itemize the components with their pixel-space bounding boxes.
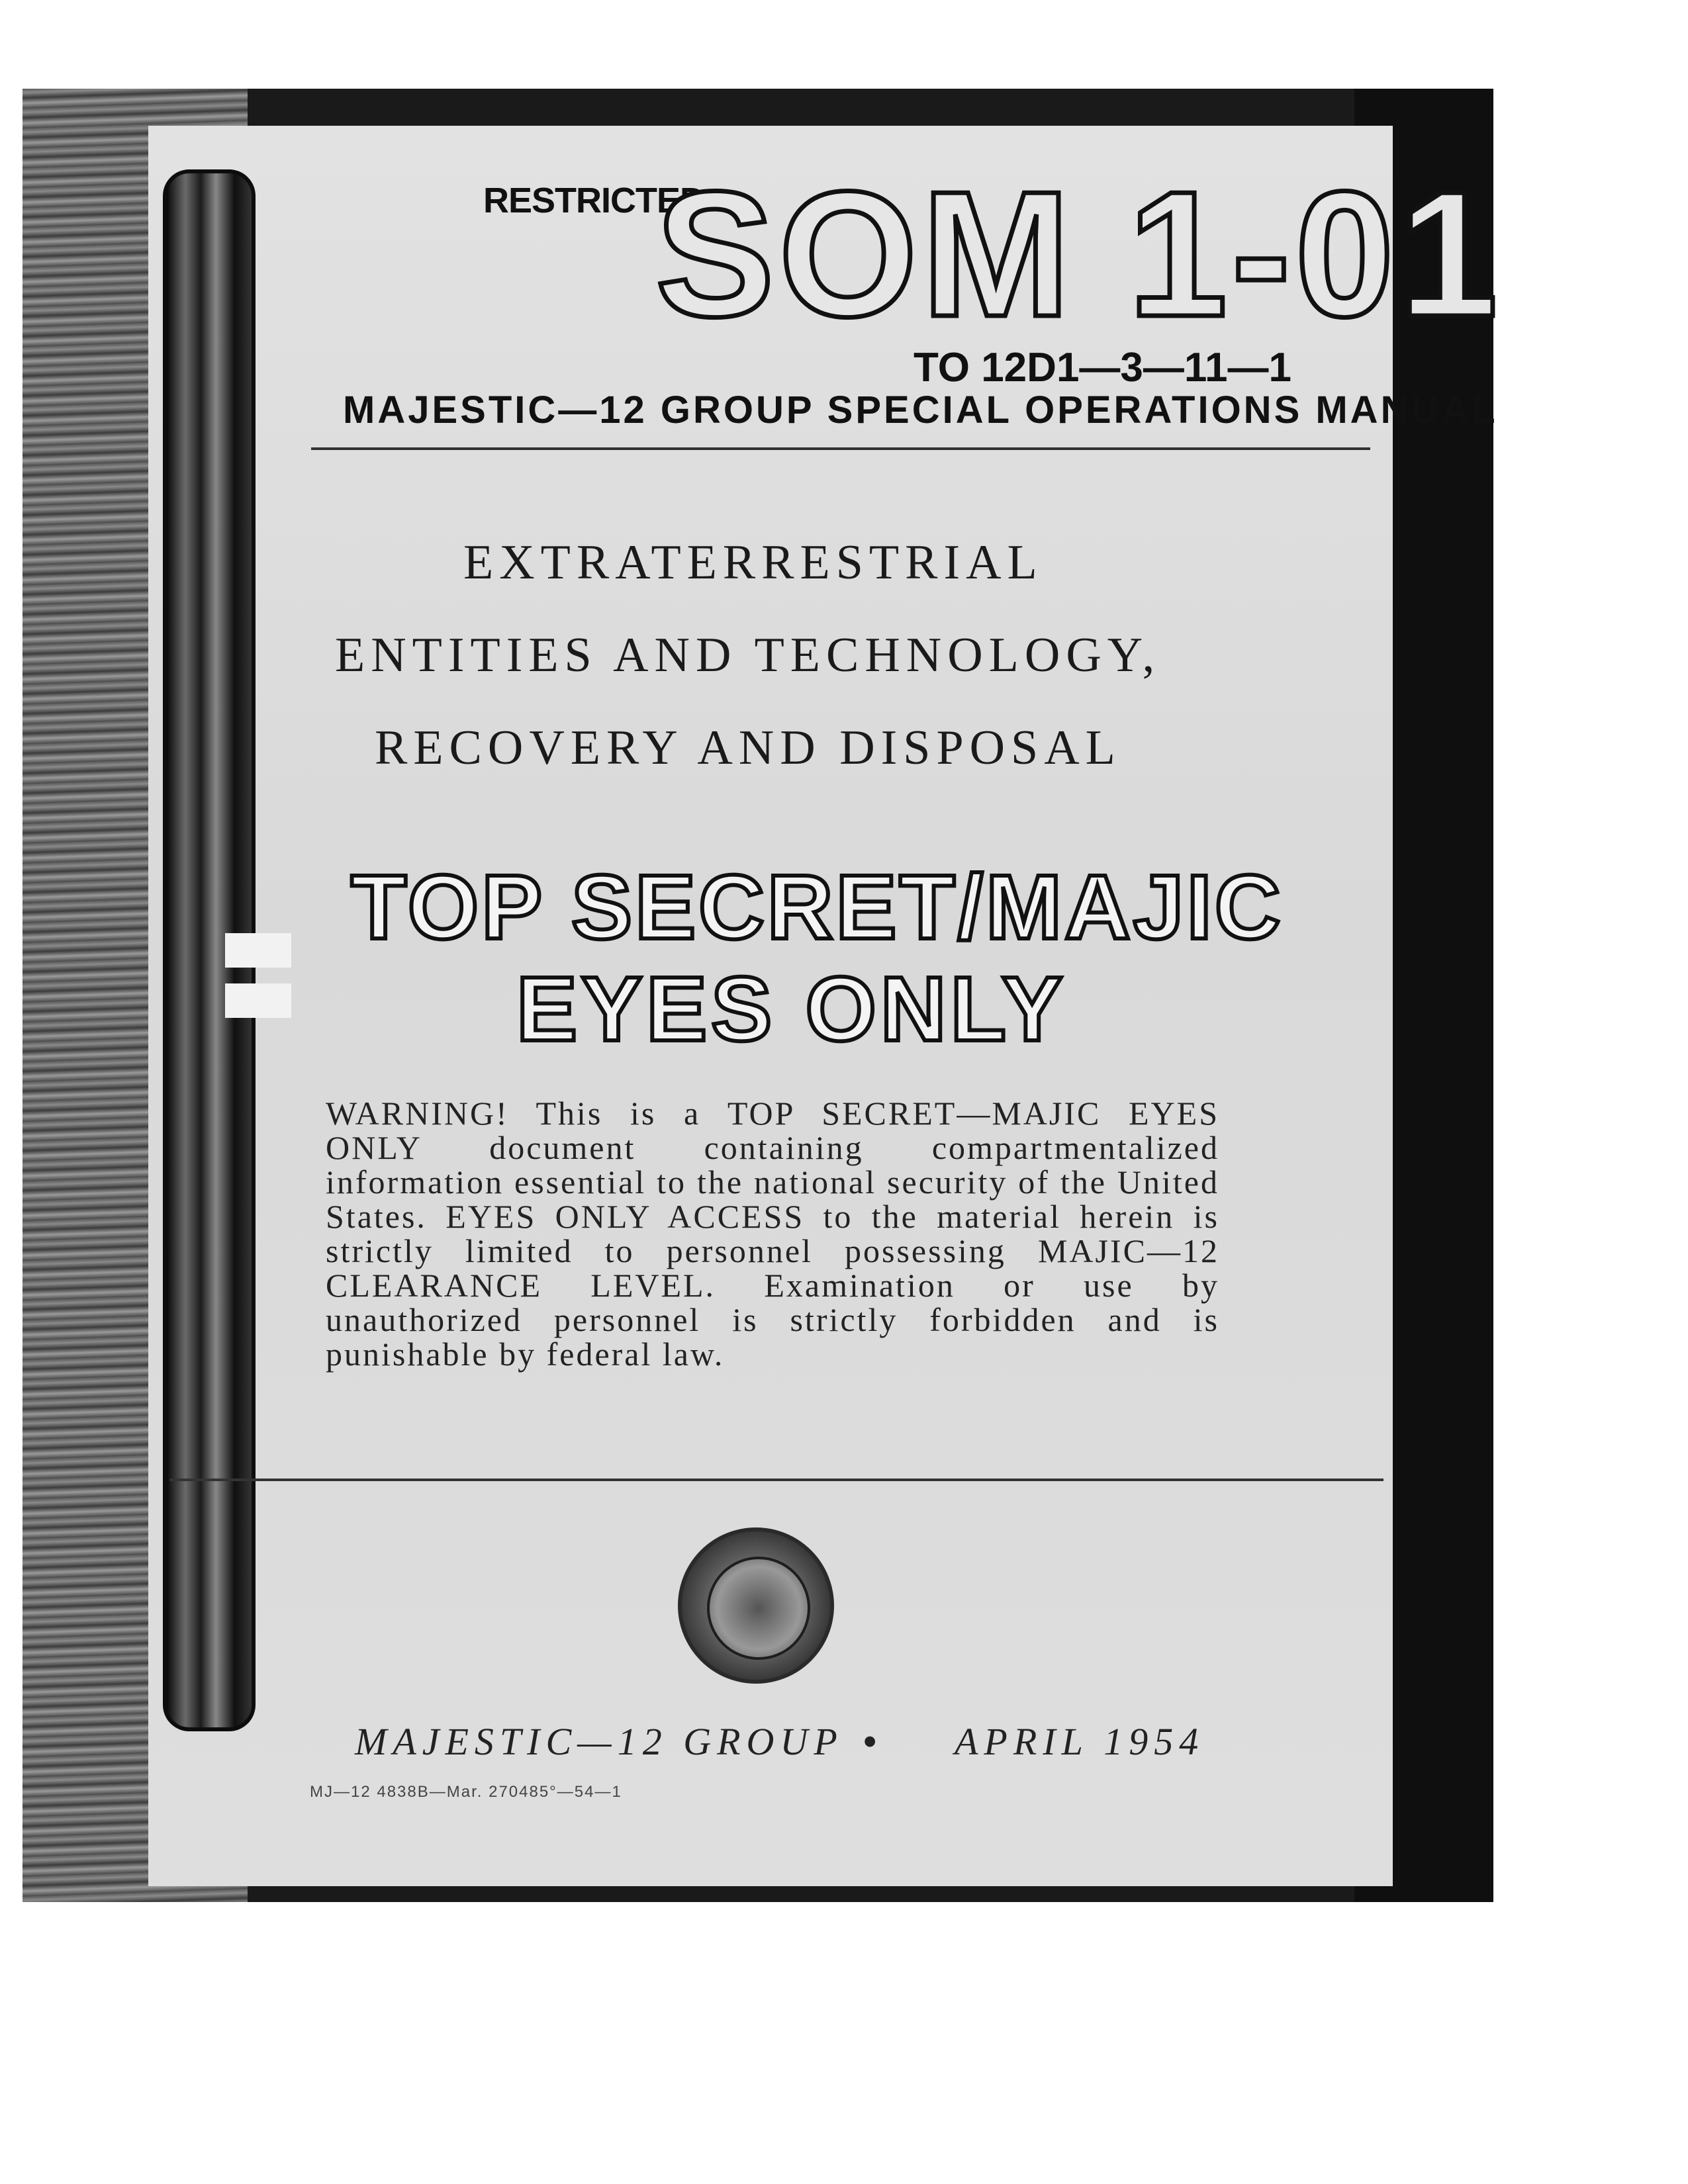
classification-line-1: TOP SECRET/MAJIC — [351, 856, 1284, 958]
restricted-label: RESTRICTED — [483, 181, 706, 220]
army-seal-icon — [678, 1527, 834, 1684]
binder-tab-lower — [225, 983, 291, 1018]
warning-paragraph: WARNING! This is a TOP SECRET—MAJIC EYES ONLY document containing compartmentalized information essential to the national security of the United States. EYES ONLY ACCESS to the material herein is strictly limited to personnel possessing MAJIC—12 CLEARANCE LEVEL. Examination or use by unauthorized personnel is strictly forbidden and is punishable by federal law. — [326, 1095, 1219, 1373]
print-code: MJ—12 4838B—Mar. 270485°—54—1 — [310, 1783, 622, 1801]
binder-tab-upper — [225, 933, 291, 968]
title-line-3: RECOVERY AND DISPOSAL — [375, 721, 1121, 775]
footer-date: APRIL 1954 — [955, 1720, 1205, 1763]
footer-organization: MAJESTIC—12 GROUP — [355, 1720, 843, 1763]
title-line-2: ENTITIES AND TECHNOLOGY, — [335, 628, 1161, 682]
footer-separator: • — [863, 1720, 877, 1763]
manual-number: SOM 1-01 — [655, 155, 1502, 354]
classification-line-2: EYES ONLY — [516, 958, 1067, 1060]
header-rule — [311, 447, 1370, 450]
title-line-1: EXTRATERRESTRIAL — [463, 535, 1043, 590]
seal-emblem — [707, 1557, 810, 1660]
manual-subtitle: MAJESTIC—12 GROUP SPECIAL OPERATIONS MANUAL — [343, 388, 1498, 432]
footer-rule — [169, 1479, 1383, 1481]
technical-order-code: TO 12D1—3—11—1 — [914, 345, 1291, 390]
